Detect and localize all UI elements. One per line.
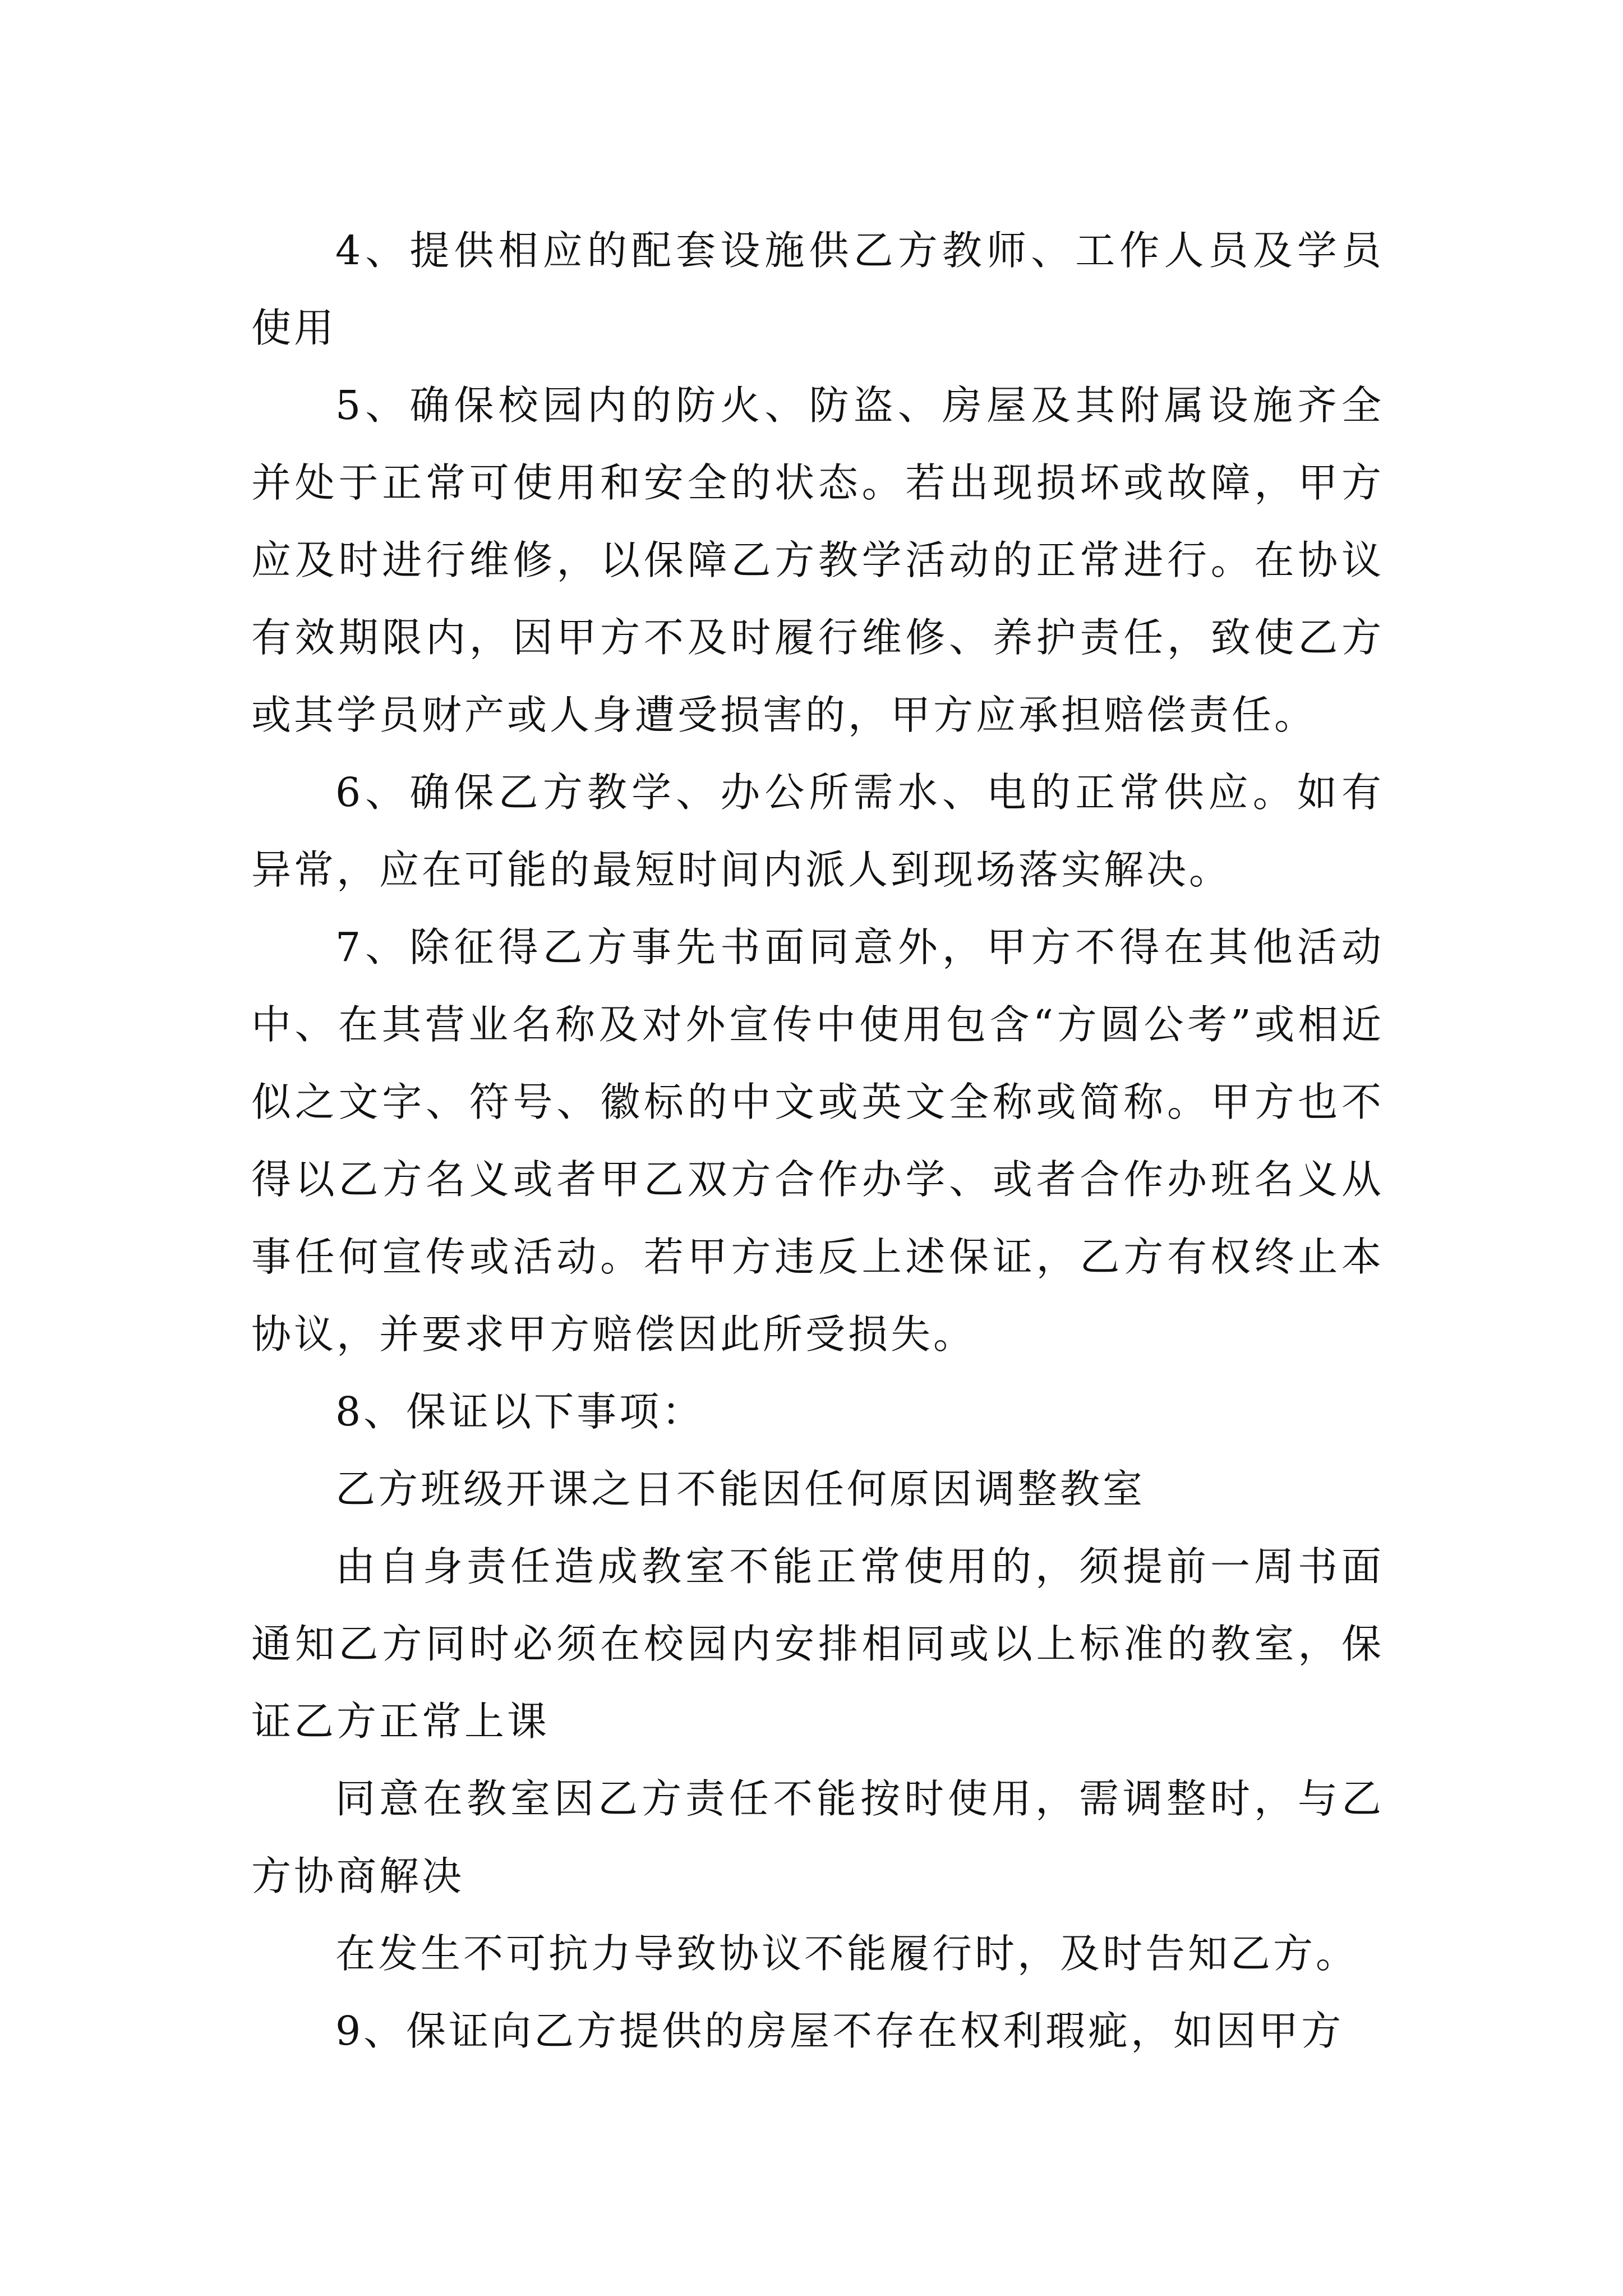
paragraph-clause-8: 8、保证以下事项：: [335, 1388, 705, 1435]
paragraph-clause-4: 4、提供相应的配套设施供乙方教师、工作人员及学员使用: [251, 227, 1384, 351]
paragraph-clause-8-item-1: 乙方班级开课之日不能因任何原因调整教室: [335, 1466, 1146, 1512]
paragraph-clause-8-item-2: 由自身责任造成教室不能正常使用的，须提前一周书面通知乙方同时必须在校园内安排相同或以上标准的教室，保证乙方正常上课: [251, 1543, 1384, 1745]
paragraph-clause-6: 6、确保乙方教学、办公所需水、电的正常供应。如有异常，应在可能的最短时间内派人到现场落实解决。: [251, 769, 1384, 893]
paragraph-clause-8-item-3: 同意在教室因乙方责任不能按时使用，需调整时，与乙方协商解决: [251, 1775, 1384, 1899]
document-body: [251, 212, 1384, 2070]
paragraph-clause-9: 9、保证向乙方提供的房屋不存在权利瑕疵，如因甲方: [335, 2008, 1344, 2054]
paragraph-clause-8-item-4: 在发生不可抗力导致协议不能履行时，及时告知乙方。: [335, 1930, 1359, 1977]
paragraph-clause-7: 7、除征得乙方事先书面同意外，甲方不得在其他活动中、在其营业名称及对外宣传中使用包含“方圆公考”或相近似之文字、符号、徽标的中文或英文全称或简称。甲方也不得以乙方名义或者甲乙双方合作办学、或者合作办班名义从事任何宣传或活动。若甲方违反上述保证，乙方有权终止本协议，并要求甲方赔偿因此所受损失。: [251, 924, 1384, 1358]
paragraph-clause-5: 5、确保校园内的防火、防盗、房屋及其附属设施齐全并处于正常可使用和安全的状态。若出现损坏或故障，甲方应及时进行维修，以保障乙方教学活动的正常进行。在协议有效期限内，因甲方不及时履行维修、养护责任，致使乙方或其学员财产或人身遭受损害的，甲方应承担赔偿责任。: [251, 382, 1384, 738]
